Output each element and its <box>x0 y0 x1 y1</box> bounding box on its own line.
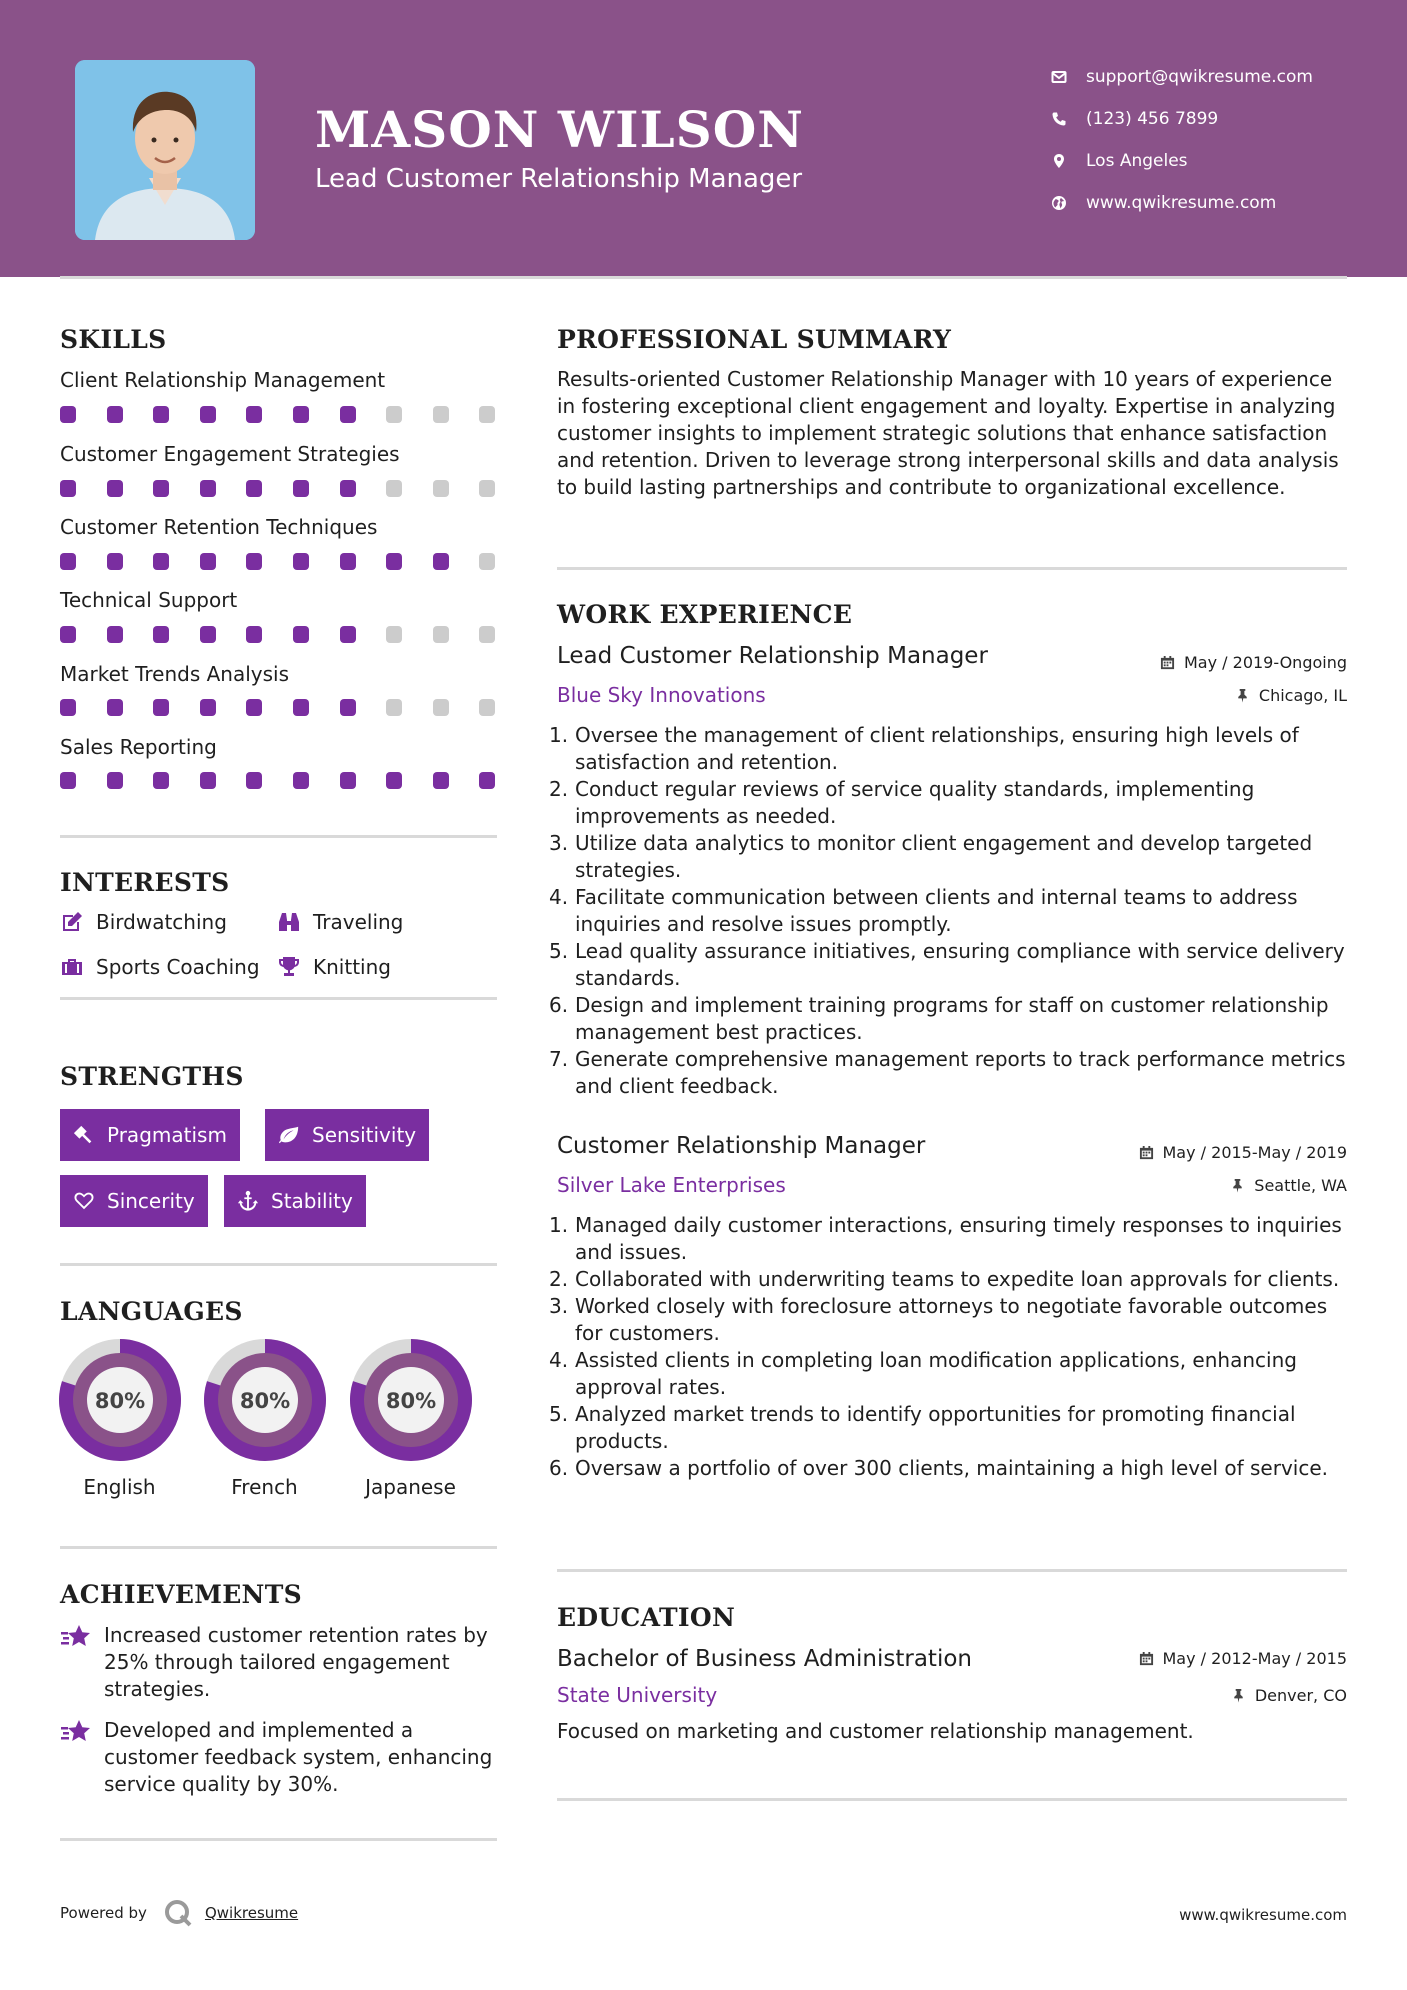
job-bullet <box>549 1046 1357 1100</box>
contact-email[interactable] <box>1050 56 1313 98</box>
rating-dot-filled <box>340 772 356 789</box>
contact-phone-text: (123) 456 7899 <box>1086 109 1219 129</box>
achievement-item <box>60 1717 500 1798</box>
envelope-icon <box>1050 68 1068 86</box>
language-name: French <box>231 1475 298 1499</box>
language-donut <box>59 1339 181 1461</box>
bullet-number: 3. <box>549 1294 569 1318</box>
interest-item <box>60 955 260 979</box>
bullet-text: Collaborated with underwriting teams to expedite loan approvals for clients. <box>575 1267 1340 1291</box>
bullet-number: 2. <box>549 1267 569 1291</box>
bullet-number: 1. <box>549 1213 569 1237</box>
gavel-icon <box>73 1124 95 1146</box>
skill-rating <box>60 699 500 717</box>
language-donut <box>350 1339 472 1461</box>
rating-dot-empty <box>479 480 495 497</box>
achievement-text: Developed and implemented a customer feedback system, enhancing service quality by 30%. <box>104 1718 493 1796</box>
rating-dot-filled <box>293 699 309 716</box>
achievement-item <box>60 1622 500 1703</box>
rating-dot-filled <box>246 772 262 789</box>
qwikresume-logo-icon <box>163 1898 193 1928</box>
rating-dot-filled <box>200 480 216 497</box>
bullet-text: Utilize data analytics to monitor client engagement and develop targeted strategies. <box>575 831 1313 882</box>
rating-dot-filled <box>107 553 123 570</box>
rating-dot-empty <box>386 406 402 423</box>
strength-label: Stability <box>271 1189 353 1213</box>
rating-dot-filled <box>293 406 309 423</box>
rating-dot-filled <box>200 772 216 789</box>
strength-tag <box>60 1175 208 1227</box>
rating-dot-filled <box>433 772 449 789</box>
strength-tag <box>224 1175 366 1227</box>
interest-item <box>277 910 403 934</box>
star-icon <box>60 1719 92 1745</box>
job-bullet <box>549 1266 1357 1293</box>
rating-dot-filled <box>246 553 262 570</box>
rating-dot-filled <box>107 772 123 789</box>
rating-dot-filled <box>60 553 76 570</box>
education-location <box>1231 1686 1347 1705</box>
job-location-text: Chicago, IL <box>1258 686 1347 705</box>
job-bullet <box>549 938 1357 992</box>
job-location <box>1230 1176 1347 1195</box>
bullet-text: Facilitate communication between clients and internal teams to address inquiries and resolve issues promptly. <box>575 885 1298 936</box>
section-divider <box>60 1838 497 1841</box>
rating-dot-filled <box>340 699 356 716</box>
map-pin-icon <box>1050 152 1068 170</box>
education-title: EDUCATION <box>557 1603 736 1632</box>
contact-website[interactable] <box>1050 182 1313 224</box>
bullet-text: Managed daily customer interactions, ensuring timely responses to inquiries and issues. <box>575 1213 1342 1264</box>
pushpin-icon <box>1235 688 1250 703</box>
strength-tag <box>265 1109 429 1161</box>
bullet-number: 4. <box>549 1348 569 1372</box>
skill-rating <box>60 626 500 644</box>
bullet-number: 6. <box>549 993 569 1017</box>
skill-name: Market Trends Analysis <box>60 662 290 686</box>
rating-dot-empty <box>386 480 402 497</box>
rating-dot-filled <box>340 480 356 497</box>
rating-dot-filled <box>60 406 76 423</box>
bullet-text: Lead quality assurance initiatives, ensuring compliance with service delivery standards. <box>575 939 1345 990</box>
rating-dot-empty <box>433 406 449 423</box>
profile-photo <box>75 60 255 240</box>
interest-label: Knitting <box>313 955 391 979</box>
footer-website[interactable]: www.qwikresume.com <box>1179 1906 1347 1924</box>
summary-text: Results-oriented Customer Relationship Manager with 10 years of experience in fostering exceptional client engagement and loyalty. Expertise in analyzing customer insights to implement strategic solutions that enhance satisfaction and retention. Driven to leverage strong interpersonal skills and data analysis to build lasting partnerships and contribute to organizational excellence. <box>557 367 1339 499</box>
rating-dot-filled <box>479 772 495 789</box>
rating-dot-filled <box>386 772 402 789</box>
rating-dot-filled <box>60 480 76 497</box>
candidate-name: MASON WILSON <box>315 100 804 159</box>
job-title: Customer Relationship Manager <box>557 1133 926 1159</box>
job-dates-text: May / 2015-May / 2019 <box>1162 1143 1347 1162</box>
rating-dot-empty <box>433 699 449 716</box>
section-divider <box>557 567 1347 570</box>
languages-title: LANGUAGES <box>60 1297 243 1326</box>
bullet-text: Conduct regular reviews of service quality standards, implementing improvements as needed. <box>575 777 1255 828</box>
contact-website-text: www.qwikresume.com <box>1086 193 1277 213</box>
binoculars-icon <box>277 910 301 934</box>
rating-dot-filled <box>340 626 356 643</box>
bullet-text: Oversee the management of client relationships, ensuring high levels of satisfaction and retention. <box>575 723 1299 774</box>
rating-dot-filled <box>153 480 169 497</box>
rating-dot-filled <box>107 406 123 423</box>
skill-name: Client Relationship Management <box>60 368 386 392</box>
bullet-text: Worked closely with foreclosure attorneys to negotiate favorable outcomes for customers. <box>575 1294 1328 1345</box>
job-bullet <box>549 1401 1357 1455</box>
interest-item <box>60 910 227 934</box>
donut-percent-label: 80% <box>385 1389 436 1413</box>
edit-icon <box>60 910 84 934</box>
education-dates <box>1139 1649 1348 1668</box>
calendar-icon <box>1160 655 1175 670</box>
job-location-text: Seattle, WA <box>1254 1176 1347 1195</box>
rating-dot-filled <box>340 553 356 570</box>
bullet-text: Generate comprehensive management reports to track performance metrics and client feedback. <box>575 1047 1346 1098</box>
language-item <box>192 1339 337 1499</box>
company-name: Silver Lake Enterprises <box>557 1173 786 1197</box>
anchor-icon <box>237 1190 259 1212</box>
degree-title: Bachelor of Business Administration <box>557 1646 972 1672</box>
job-bullet <box>549 830 1357 884</box>
rating-dot-empty <box>479 406 495 423</box>
rating-dot-filled <box>246 626 262 643</box>
skill-rating <box>60 553 500 571</box>
pushpin-icon <box>1230 1178 1245 1193</box>
rating-dot-filled <box>340 406 356 423</box>
calendar-icon <box>1139 1145 1154 1160</box>
rating-dot-filled <box>153 406 169 423</box>
rating-dot-filled <box>246 480 262 497</box>
achievement-text: Increased customer retention rates by 25% through tailored engagement strategies. <box>104 1623 488 1701</box>
education-description: Focused on marketing and customer relationship management. <box>557 1719 1194 1743</box>
candidate-role: Lead Customer Relationship Manager <box>315 164 803 194</box>
skill-rating <box>60 772 500 790</box>
rating-dot-filled <box>153 772 169 789</box>
job-title: Lead Customer Relationship Manager <box>557 643 988 669</box>
phone-icon <box>1050 110 1068 128</box>
rating-dot-filled <box>293 553 309 570</box>
donut-percent-label: 80% <box>239 1389 290 1413</box>
section-divider <box>60 997 497 1000</box>
job-dates-text: May / 2019-Ongoing <box>1184 653 1347 672</box>
language-donut <box>204 1339 326 1461</box>
section-divider <box>557 1569 1347 1572</box>
calendar-icon <box>1139 1651 1154 1666</box>
language-item <box>338 1339 483 1499</box>
bullet-number: 2. <box>549 777 569 801</box>
language-name: English <box>83 1475 156 1499</box>
strength-label: Sincerity <box>107 1189 195 1213</box>
rating-dot-filled <box>200 406 216 423</box>
strength-tag <box>60 1109 240 1161</box>
rating-dot-filled <box>433 553 449 570</box>
job-bullet <box>549 722 1357 776</box>
rating-dot-empty <box>479 699 495 716</box>
bullet-number: 3. <box>549 831 569 855</box>
rating-dot-filled <box>293 626 309 643</box>
rating-dot-filled <box>107 699 123 716</box>
heart-icon <box>73 1190 95 1212</box>
rating-dot-empty <box>386 699 402 716</box>
company-name: Blue Sky Innovations <box>557 683 766 707</box>
rating-dot-filled <box>107 480 123 497</box>
bullet-number: 5. <box>549 939 569 963</box>
briefcase-icon <box>60 955 84 979</box>
school-name: State University <box>557 1683 718 1707</box>
bullet-number: 6. <box>549 1456 569 1480</box>
job-bullet <box>549 1212 1357 1266</box>
rating-dot-filled <box>246 699 262 716</box>
section-divider <box>60 1546 497 1549</box>
rating-dot-filled <box>153 553 169 570</box>
bullet-text: Assisted clients in completing loan modification applications, enhancing approval rates. <box>575 1348 1297 1399</box>
job-dates <box>1139 1143 1348 1162</box>
summary-title: PROFESSIONAL SUMMARY <box>557 325 952 354</box>
pushpin-icon <box>1231 1688 1246 1703</box>
skill-name: Sales Reporting <box>60 735 217 759</box>
rating-dot-filled <box>60 626 76 643</box>
interests-title: INTERESTS <box>60 868 230 897</box>
skill-name: Technical Support <box>60 588 238 612</box>
skill-rating <box>60 406 500 424</box>
language-name: Japanese <box>365 1475 456 1499</box>
rating-dot-empty <box>433 626 449 643</box>
skill-rating <box>60 480 500 498</box>
rating-dot-filled <box>107 626 123 643</box>
leaf-icon <box>278 1124 300 1146</box>
skill-name: Customer Engagement Strategies <box>60 442 400 466</box>
job-bullet <box>549 884 1357 938</box>
job-bullet <box>549 1347 1357 1401</box>
rating-dot-filled <box>200 699 216 716</box>
rating-dot-filled <box>60 772 76 789</box>
language-item <box>47 1339 192 1499</box>
contact-location-text: Los Angeles <box>1086 151 1188 171</box>
contact-email-text: support@qwikresume.com <box>1086 67 1313 87</box>
interest-label: Birdwatching <box>96 910 227 934</box>
strength-label: Sensitivity <box>312 1123 417 1147</box>
rating-dot-empty <box>386 626 402 643</box>
skill-name: Customer Retention Techniques <box>60 515 378 539</box>
rating-dot-filled <box>293 480 309 497</box>
job-bullet <box>549 776 1357 830</box>
qwikresume-link[interactable]: Qwikresume <box>204 1904 299 1922</box>
contact-phone[interactable] <box>1050 98 1313 140</box>
rating-dot-filled <box>200 553 216 570</box>
rating-dot-empty <box>479 553 495 570</box>
achievements-title: ACHIEVEMENTS <box>60 1580 302 1609</box>
section-divider <box>60 835 497 838</box>
skills-title: SKILLS <box>60 325 167 354</box>
interest-label: Sports Coaching <box>96 955 260 979</box>
bullet-text: Oversaw a portfolio of over 300 clients, maintaining a high level of service. <box>575 1456 1328 1480</box>
bullet-number: 4. <box>549 885 569 909</box>
rating-dot-filled <box>293 772 309 789</box>
footer-powered-by <box>60 1898 298 1928</box>
education-location-text: Denver, CO <box>1254 1686 1347 1705</box>
job-bullet <box>549 1293 1357 1347</box>
rating-dot-empty <box>479 626 495 643</box>
bullet-text: Analyzed market trends to identify opportunities for promoting financial products. <box>575 1402 1296 1453</box>
bullet-text: Design and implement training programs for staff on customer relationship management best practices. <box>575 993 1329 1044</box>
star-icon <box>60 1624 92 1650</box>
rating-dot-filled <box>386 553 402 570</box>
rating-dot-filled <box>200 626 216 643</box>
donut-percent-label: 80% <box>94 1389 145 1413</box>
rating-dot-filled <box>60 699 76 716</box>
trophy-icon <box>277 955 301 979</box>
rating-dot-empty <box>433 480 449 497</box>
interest-item <box>277 955 391 979</box>
avatar-icon <box>75 60 255 240</box>
section-divider <box>557 1798 1347 1801</box>
header-divider <box>60 276 1347 279</box>
bullet-number: 1. <box>549 723 569 747</box>
strength-label: Pragmatism <box>107 1123 227 1147</box>
rating-dot-filled <box>153 626 169 643</box>
job-bullet <box>549 1455 1357 1482</box>
contact-list <box>1050 56 1313 224</box>
job-location <box>1235 686 1347 705</box>
contact-location <box>1050 140 1313 182</box>
globe-icon <box>1050 194 1068 212</box>
bullet-number: 7. <box>549 1047 569 1071</box>
rating-dot-filled <box>153 699 169 716</box>
powered-by-text: Powered by <box>60 1904 147 1922</box>
experience-title: WORK EXPERIENCE <box>557 600 853 629</box>
job-dates <box>1160 653 1347 672</box>
education-dates-text: May / 2012-May / 2015 <box>1162 1649 1347 1668</box>
job-bullets <box>549 1212 1357 1482</box>
job-bullet <box>549 992 1357 1046</box>
interest-label: Traveling <box>313 910 404 934</box>
rating-dot-filled <box>246 406 262 423</box>
job-bullets <box>549 722 1357 1100</box>
bullet-number: 5. <box>549 1402 569 1426</box>
section-divider <box>60 1263 497 1266</box>
strengths-title: STRENGTHS <box>60 1062 244 1091</box>
header-banner <box>0 0 1407 277</box>
